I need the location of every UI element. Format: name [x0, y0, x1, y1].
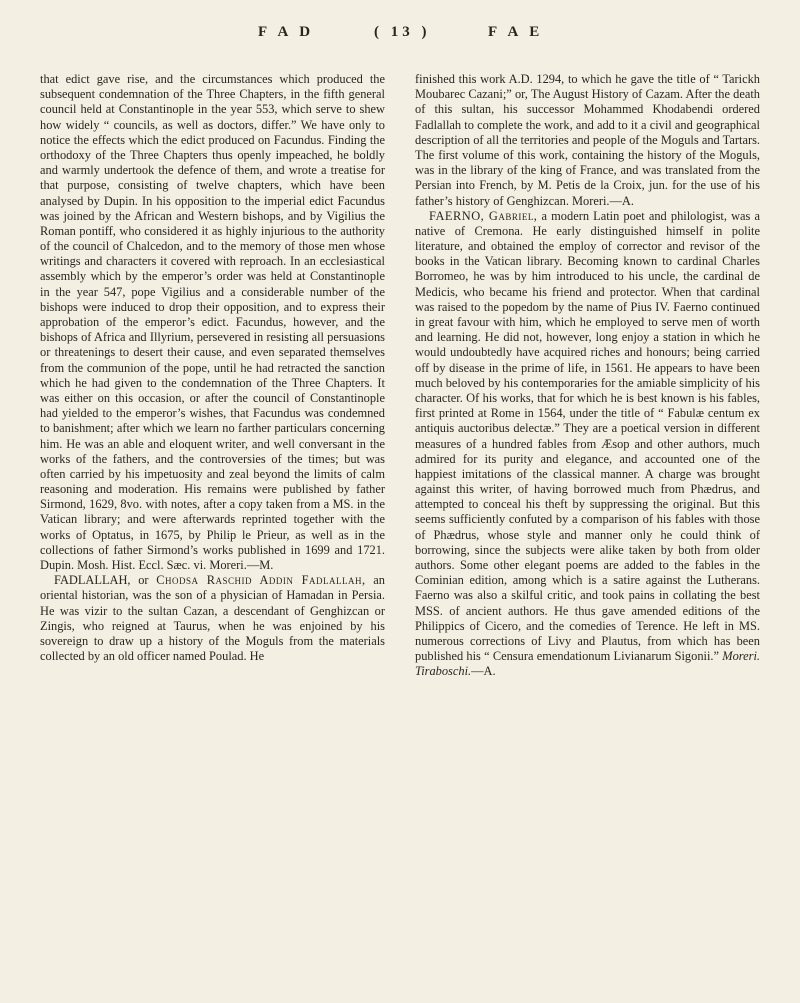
entry-text-faerno: a modern Latin poet and philologist, was a native of Cremona. He early distinguished himself in polite literature, and obtained the employ of corrector and revisor of the books in the Vatican library. Becoming known to cardinal Charles Borromeo, he was by him introduced to his uncle, the cardinal de Medicis, who became his friend and protector. When that cardinal was raised to the popedom by the name of Pius IV. Faerno continued in great favour with him, which he employed to serve men of worth and learning. He did not, however, long enjoy a station in which he would undoubtedly have acquired riches and honours; being carried off by disease in the prime of life, in 1561. He appears to have been much beloved by his contemporaries for the amiable simplicity of his character. Of his works, that for which he is best known is his fables, first printed at Rome in 1564, under the title of “ Fabulæ centum ex antiquis auctoribus delectæ.” They are a poetical version in different measures of a hundred fables from Æsop and other authors, much admired for its purity and elegance, and accounted one of the happiest imitations of the classical manner. A charge was brought against this writer, of having borrowed much from Phædrus, and attempted to conceal his theft by suppressing the original. But this seems sufficiently confuted by a comparison of his fables with those of Phædrus, whose style and manner only he could think of borrowing, since the subjects were alike taken by both from older authors. Some other elegant poems are added to the fables in the Cominian edition, among which is a satire against the Lutherans. Faerno was also a skilful critic, and took pains in collating the best MSS. of ancient authors. He thus gave amended editions of the Philippics of Cicero, and the comedies of Terence. He left in MS. numerous corrections of Livy and Plautus, from which has been published his “ Censura emendationum Livianarum Sigonii.” [415, 208, 760, 664]
header-right: F A E [488, 24, 544, 40]
header-left: F A D [258, 24, 315, 40]
entry-sources-faerno: Moreri. Tiraboschi. [415, 649, 760, 679]
facundus-entry-continuation: that edict gave rise, and the circumstances which produced the subsequent condemnation of the Three Chapters, in the fifth general council held at Constantinople in the year 553, which serve to shew how widely “ councils, as well as doctors, differ.” We have only to notice the effects which the edict produced on Facundus. Finding the orthodoxy of the Three Chapters thus openly impeached, he boldly and warmly undertook the defence of them, and wrote a treatise for that purpose, consisting of twelve chapters, which have been analysed by Dupin. In his opposition to the imperial edict Facundus was joined by the African and Western bishops, and by Vigilius the Roman pontiff, who considered it as highly injurious to the authority of the council of Chalcedon, and to the memory of those men whose writings and characters it covered with reproach. In an ecclesiastical assembly which by the emperor’s order was held at Constantinople in the year 547, pope Vigilius and a considerable number of the bishops were induced to drop their opposition, and to express their approbation of the emperor’s edict. Facundus, however, and the bishops of Africa and Illyrium, persevered in resisting all persuasions or threatenings to desert their cause, and even separated themselves from the communion of the pope, until he had retracted the sanction which he had given to the condemnation of the Three Chapters. It was either on this occasion, or after the council of Constantinople had yielded to the emperor’s wishes, that Facundus was condemned to banishment; after which we learn no farther particulars concerning him. He was an able and eloquent writer, and well conversant in the works of the fathers, and the controversies of the times; but was often carried by his impetuosity and zeal beyond the limits of calm reasoning and moderation. His remains were published by father Sirmond, 1629, 8vo. with notes, after a copy taken from a MS. in the Vatican library; and were afterwards reprinted together with the works of Optatus, in 1675, by Philip le Prieur, as well as in the collections of father Sirmond’s works published in 1699 and 1721. Dupin. Mosh. Hist. Eccl. Sæc. vi. Moreri.—M. [40, 72, 385, 572]
right-column [415, 72, 760, 972]
entry-or: or [138, 573, 149, 588]
entry-name-faerno: FAERNO, Gabriel, [429, 208, 538, 223]
faerno-entry [415, 209, 760, 680]
entry-signature-faerno: —A. [471, 664, 496, 679]
entry-alias-fadlallah: Chodsa Raschid Addin Fadlallah, [156, 573, 366, 588]
entry-text-fadlallah: an oriental historian, was the son of a physician of Hamadan in Persia. He was vizir to the sultan Cazan, a descendant of Genghizcan or Zingis, who reigned at Taurus, when he was enjoined by his sovereign to draw up a history of the Moguls from the materials collected by an old officer named Poulad. He [40, 573, 385, 664]
left-column [40, 72, 385, 972]
fadlallah-entry-continuation: finished this work A.D. 1294, to which he gave the title of “ Tarickh Moubarec Cazani;” or, The August History of Cazam. After the death of this sultan, his successor Mohammed Khodabendi ordered Fadlallah to complete the work, and add to it a civil and geographical description of all the territories and people of the Moguls and Tartars. The first volume of this work, containing the history of the Moguls, was in the library of the king of France, and was translated from the Persian into French, by M. Petis de la Croix, jun. for the use of his father’s history of Genghizcan. Moreri.—A. [415, 72, 760, 208]
entry-name-fadlallah: FADLALLAH, [54, 573, 131, 588]
fadlallah-entry [40, 573, 385, 664]
running-header [0, 24, 800, 54]
page-number: ( 13 ) [374, 24, 431, 40]
